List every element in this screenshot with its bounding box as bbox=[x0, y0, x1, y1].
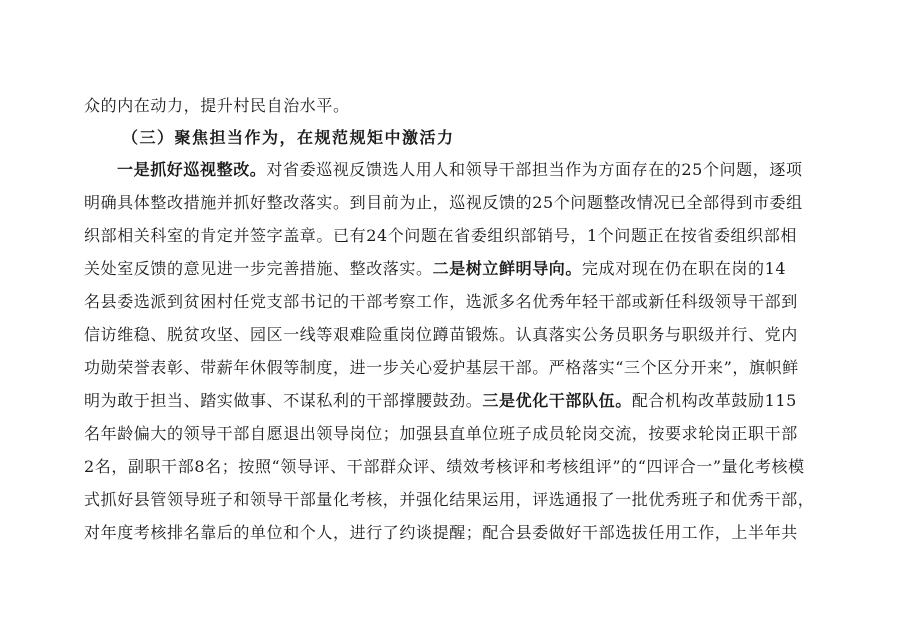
subheading-text: 三是优化干部队伍。 bbox=[482, 391, 632, 410]
text-segment: 名年龄偏大的领导干部自愿退出领导岗位；加强县直单位班子成员轮岗交流，按要求轮岗正职干部 bbox=[84, 424, 798, 443]
paragraph-line bbox=[84, 523, 814, 543]
section-heading bbox=[122, 128, 819, 148]
text-segment: 功勋荣誉表彰、带薪年休假等制度，进一步关心爱护基层干部。严格落实“三个区分开来”，旗帜鲜 bbox=[84, 358, 799, 377]
text-segment: 对省委巡视反馈选人用人和领导干部担当作为方面存在的25个问题，逐项 bbox=[266, 160, 803, 179]
paragraph-line bbox=[84, 292, 814, 312]
text-segment: 织部相关科室的肯定并签字盖章。已有24个问题在省委组织部销号，1个问题正在按省委组织部相 bbox=[84, 226, 797, 245]
paragraph-line bbox=[84, 358, 814, 378]
text-segment: 信访维稳、脱贫攻坚、园区一线等艰难险重岗位蹲苗锻炼。认真落实公务员职务与职级并行、党内 bbox=[84, 325, 798, 344]
paragraph-line bbox=[84, 457, 814, 477]
paragraph-line bbox=[84, 259, 814, 279]
text-segment: 2名，副职干部8名；按照“领导评、干部群众评、绩效考核评和考核组评”的“四评合一”量化考核模 bbox=[84, 457, 805, 476]
text-segment: 对年度考核排名靠后的单位和个人，进行了约谈提醒；配合县委做好干部选拔任用工作，上半年共 bbox=[84, 523, 798, 542]
paragraph-line bbox=[84, 490, 814, 510]
paragraph-line bbox=[84, 391, 814, 411]
text-segment: 明为敢于担当、踏实做事、不谋私利的干部撑腰鼓劲。 bbox=[84, 391, 483, 410]
paragraph-line bbox=[84, 96, 814, 116]
paragraph-line bbox=[84, 325, 814, 345]
text-segment: 式抓好县管领导班子和领导干部量化考核，并强化结果运用，评选通报了一批优秀班子和优秀干部， bbox=[84, 490, 815, 509]
text-segment: 关处室反馈的意见进一步完善措施、整改落实。 bbox=[84, 259, 433, 278]
text-segment: 名县委选派到贫困村任党支部书记的干部考察工作，选派多名优秀年轻干部或新任科级领导干部到 bbox=[84, 292, 798, 311]
subheading-text: 二是树立鲜明导向。 bbox=[432, 259, 583, 278]
text-segment: 完成对现在仍在职在岗的14 bbox=[582, 259, 787, 278]
paragraph-line bbox=[117, 160, 814, 180]
text-segment: 众的内在动力，提升村民自治水平。 bbox=[84, 96, 350, 115]
heading-text: （三）聚焦担当作为，在规范规矩中激活力 bbox=[122, 128, 455, 147]
text-segment: 明确具体整改措施并抓好整改落实。到目前为止，巡视反馈的25个问题整改情况已全部得到市委组 bbox=[84, 193, 803, 212]
paragraph-line bbox=[84, 424, 814, 444]
text-segment: 配合机构改革鼓励115 bbox=[631, 391, 797, 410]
paragraph-line bbox=[84, 193, 814, 213]
subheading-text: 一是抓好巡视整改。 bbox=[117, 160, 267, 179]
paragraph-line bbox=[84, 226, 814, 246]
